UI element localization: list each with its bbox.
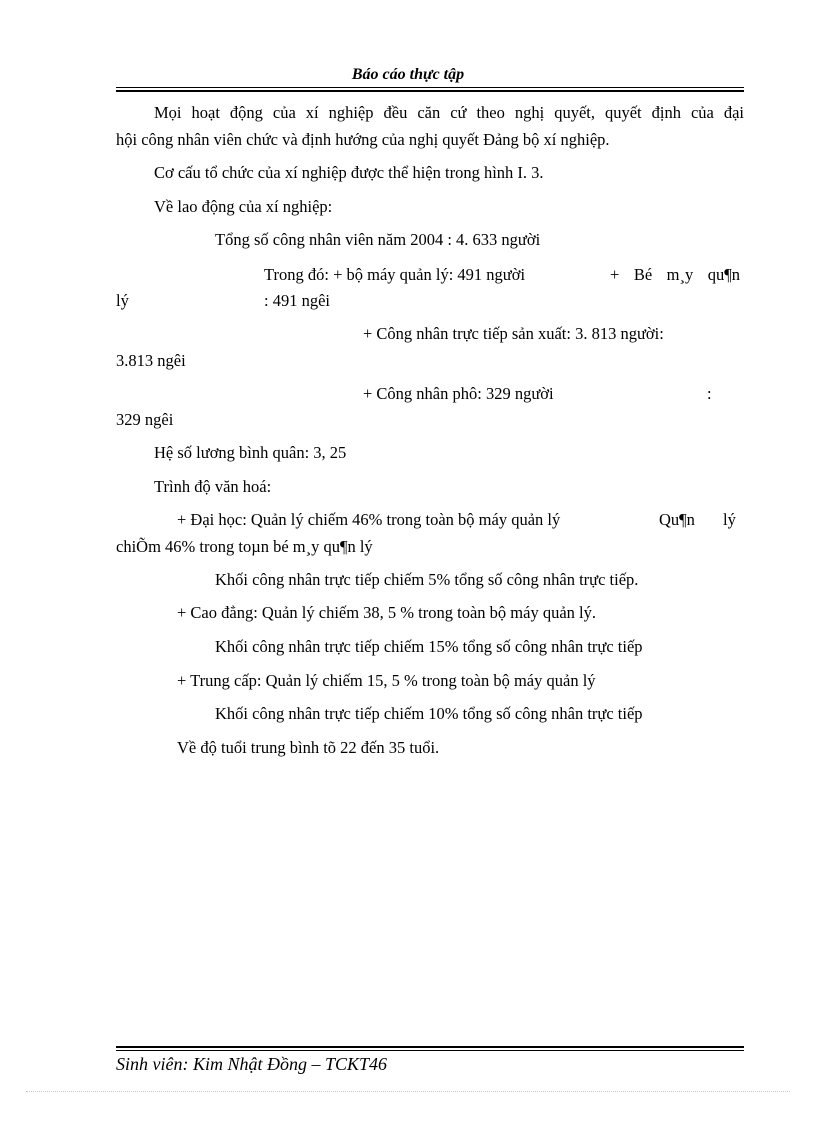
paragraph-labor-heading: Về lao động của xí nghiệp: [154,197,333,216]
management-continuation-ly: lý [116,291,129,310]
paragraph-1-line-2: hội công nhân viên chức và định hướng của nghị quyết Đảng bộ xí nghiệp. [116,130,610,149]
footer-rule-bottom [116,1050,744,1051]
support-workers-continuation: 329 ngêi [116,410,174,429]
vocational-line: + Trung cấp: Quản lý chiếm 15, 5 % trong toàn bộ máy quản lý [177,671,596,690]
support-workers-line: + Công nhân phô: 329 người [363,384,554,403]
university-continuation: chiÕm 46% trong toµn bé m¸y qu¶n lý [116,537,373,556]
header-rule-bottom [116,90,744,92]
paragraph-structure: Cơ cấu tổ chức của xí nghiệp được thể hiện trong hình I. 3. [154,163,544,182]
footer-student-name: Sinh viên: Kim Nhật Đồng – TCKT46 [116,1054,388,1074]
vocational-direct-workers: Khối công nhân trực tiếp chiếm 10% tổng số công nhân trực tiếp [215,704,643,723]
header-rule-top [116,87,744,88]
education-heading: Trình độ văn hoá: [154,477,272,496]
management-continuation-count: : 491 ngêi [264,291,330,310]
college-direct-workers: Khối công nhân trực tiếp chiếm 15% tổng số công nhân trực tiếp [215,637,643,656]
page-bottom-border [26,1091,790,1092]
management-garbled-text: + Bé m¸y qu¶n [610,265,740,284]
page-header-title: Báo cáo thực tập [351,66,465,83]
management-line: Trong đó: + bộ máy quản lý: 491 người [264,265,526,284]
university-line: + Đại học: Quản lý chiếm 46% trong toàn bộ máy quản lý [177,510,561,529]
direct-workers-line: + Công nhân trực tiếp sản xuất: 3. 813 người: [363,324,664,343]
support-workers-colon: : [707,384,712,403]
total-employees: Tổng số công nhân viên năm 2004 : 4. 633 người [215,230,541,249]
footer-rule-top [116,1046,744,1048]
university-garbled-2: lý [723,510,736,529]
salary-coefficient: Hệ số lương bình quân: 3, 25 [154,443,347,462]
average-age: Về độ tuổi trung bình tõ 22 đến 35 tuổi. [177,738,440,757]
college-line: + Cao đẳng: Quản lý chiếm 38, 5 % trong toàn bộ máy quản lý. [177,603,596,622]
university-garbled-1: Qu¶n [659,510,695,529]
university-direct-workers: Khối công nhân trực tiếp chiếm 5% tổng số công nhân trực tiếp. [215,570,639,589]
direct-workers-continuation: 3.813 ngêi [116,351,186,370]
paragraph-1-line-1: Mọi hoạt động của xí nghiệp đều căn cứ theo nghị quyết, quyết định của đại [154,103,744,122]
